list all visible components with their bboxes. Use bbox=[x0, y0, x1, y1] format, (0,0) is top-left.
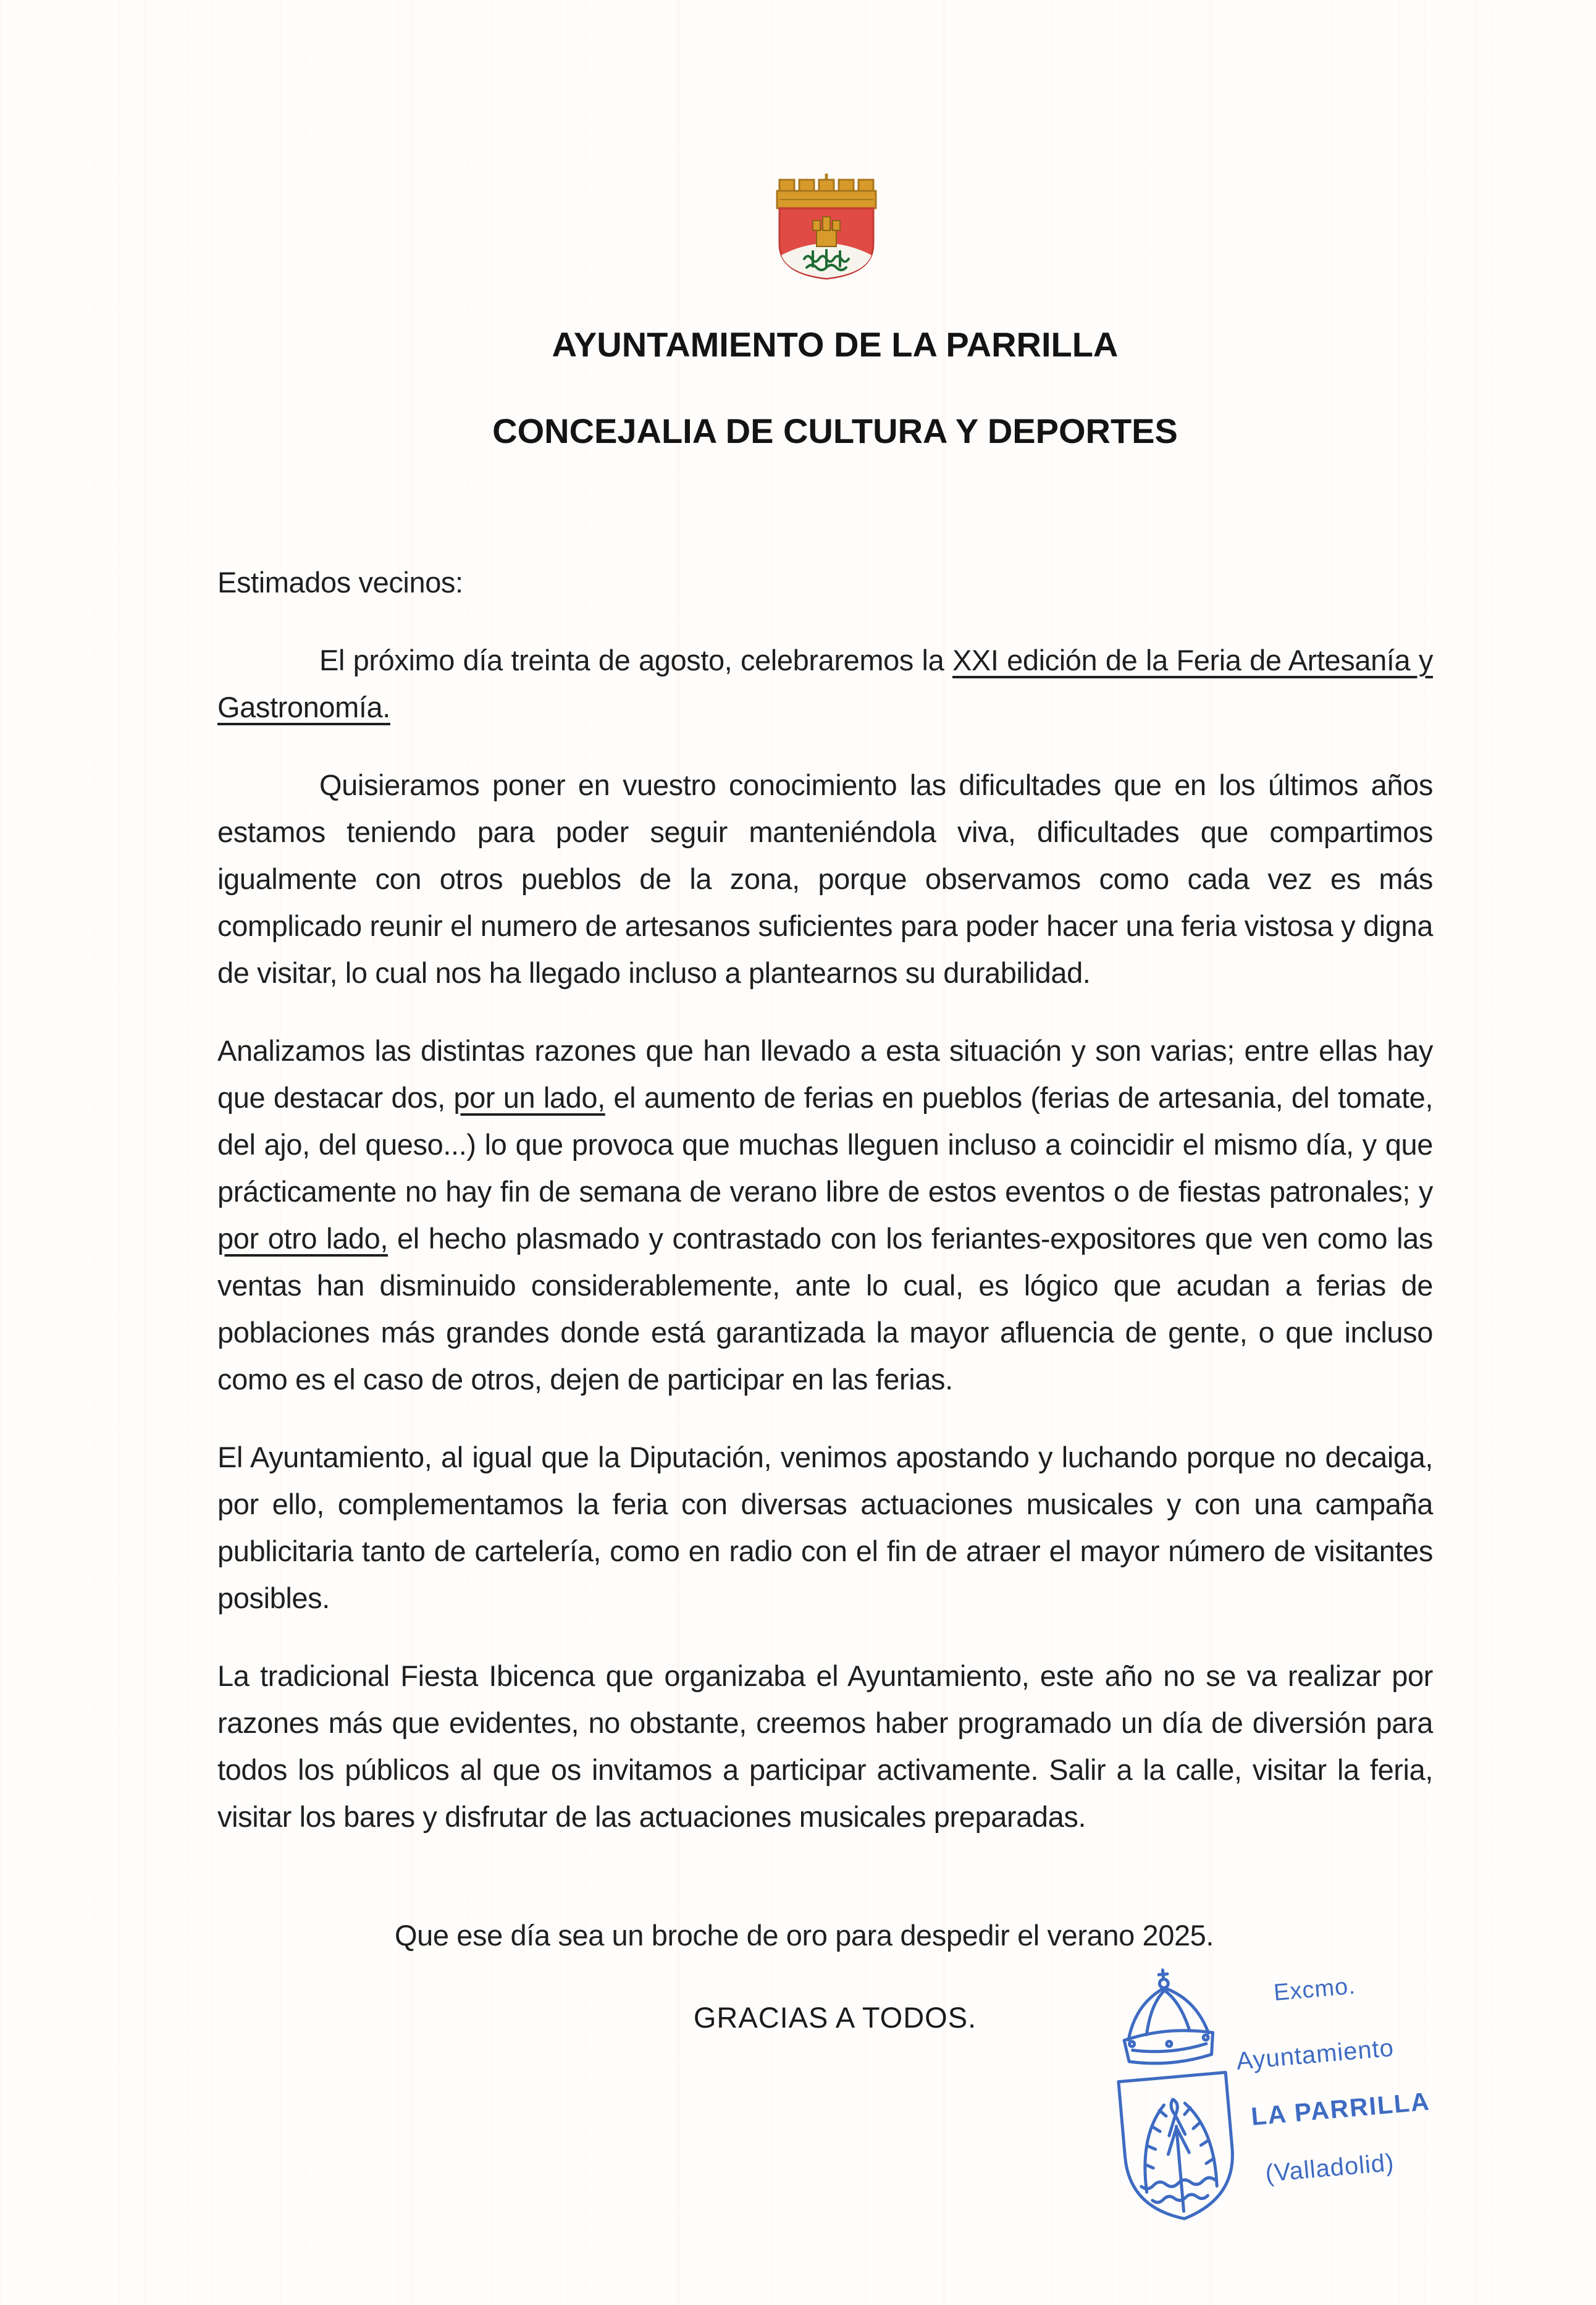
closing-line: Que ese día sea un broche de oro para despedir el verano 2025. bbox=[395, 1919, 1214, 1952]
town-crest-graphic bbox=[765, 172, 888, 283]
town-crest-icon bbox=[765, 172, 888, 283]
paragraph-razones-run1: Analizamos las distintas razones que han llevado a esta situación y son varias; entre ellas hay que destacar dos, bbox=[217, 1034, 1433, 1114]
stamp-crest-icon bbox=[1098, 1962, 1250, 2238]
header-title-line1: AYUNTAMIENTO DE LA PARRILLA bbox=[552, 325, 1119, 364]
stamp-shield bbox=[1119, 2072, 1238, 2223]
paragraph-feria-lead: El próximo día treinta de agosto, celebraremos la bbox=[319, 644, 952, 676]
paragraph-feria bbox=[217, 637, 1433, 731]
official-stamp bbox=[1088, 1930, 1458, 2249]
stamp-text-ayuntamiento: Ayuntamiento bbox=[1235, 2034, 1395, 2075]
paragraph-razones bbox=[217, 1027, 1433, 1403]
crest-crown bbox=[777, 180, 876, 208]
stamp-text-excmo: Excmo. bbox=[1272, 1973, 1357, 2007]
paragraph-dificultades: Quisieramos poner en vuestro conocimiento las dificultades que en los últimos años estamos teniendo para poder seguir manteniéndola viva, dificultades que compartimos igualmente con otros pueblos de la zona, porque observamos como cada vez es más complicado reunir el numero de artesanos suficientes para poder hacer una feria vistosa y digna de visitar, lo cual nos ha llegado incluso a plantearnos su durabilidad. bbox=[217, 769, 1433, 989]
letter-body bbox=[217, 559, 1433, 1840]
paragraph-razones-run2: el aumento de ferias en pueblos (ferias de artesania, del tomate, del ajo, del queso...) lo que provoca que muchas lleguen incluso a coincidir el mismo día, y que prácticamente no hay fin de semana de verano libre de estos eventos o de fiestas patronales; y bbox=[217, 1081, 1434, 1208]
paragraph-razones-run3: el hecho plasmado y contrastado con los feriantes-expositores que ven como las ventas han disminuido considerablemente, ante lo cual, es lógico que acudan a ferias de poblaciones más grandes donde está garantizada la mayor afluencia de gente, o que incluso como es el caso de otros, dejen de participar en las ferias. bbox=[217, 1222, 1433, 1396]
greeting: Estimados vecinos: bbox=[217, 566, 463, 599]
stamp-text-la-parrilla: LA PARRILLA bbox=[1250, 2086, 1432, 2131]
crest-castle bbox=[813, 217, 840, 247]
paragraph-ayuntamiento: El Ayuntamiento, al igual que la Diputación, venimos apostando y luchando porque no decaiga, por ello, complementamos la feria con diversas actuaciones musicales y con una campaña publicitaria tanto de cartelería, como en radio con el fin de atraer el mayor número de visitantes posibles. bbox=[217, 1441, 1433, 1614]
thanks-line: GRACIAS A TODOS. bbox=[693, 2001, 977, 2034]
header-title-line2: CONCEJALIA DE CULTURA Y DEPORTES bbox=[492, 411, 1178, 450]
paragraph-razones-underline2: por otro lado, bbox=[217, 1222, 388, 1255]
paragraph-fiesta: La tradicional Fiesta Ibicenca que organizaba el Ayuntamiento, este año no se va realizar por razones más que evidentes, no obstante, creemos haber programado un día de diversión para todos los públicos al que os invitamos a participar activamente. Salir a la calle, visitar la feria, visitar los bares y disfrutar de las actuaciones musicales preparadas. bbox=[217, 1659, 1433, 1833]
paragraph-feria-underlined: XXI edición de la Feria de Artesanía y Gastronomía. bbox=[217, 644, 1433, 723]
paragraph-razones-underline1: por un lado, bbox=[453, 1081, 605, 1114]
letterhead bbox=[217, 324, 1453, 452]
stamp-text-valladolid: (Valladolid) bbox=[1264, 2149, 1396, 2188]
stamp-crown bbox=[1119, 1966, 1216, 2066]
